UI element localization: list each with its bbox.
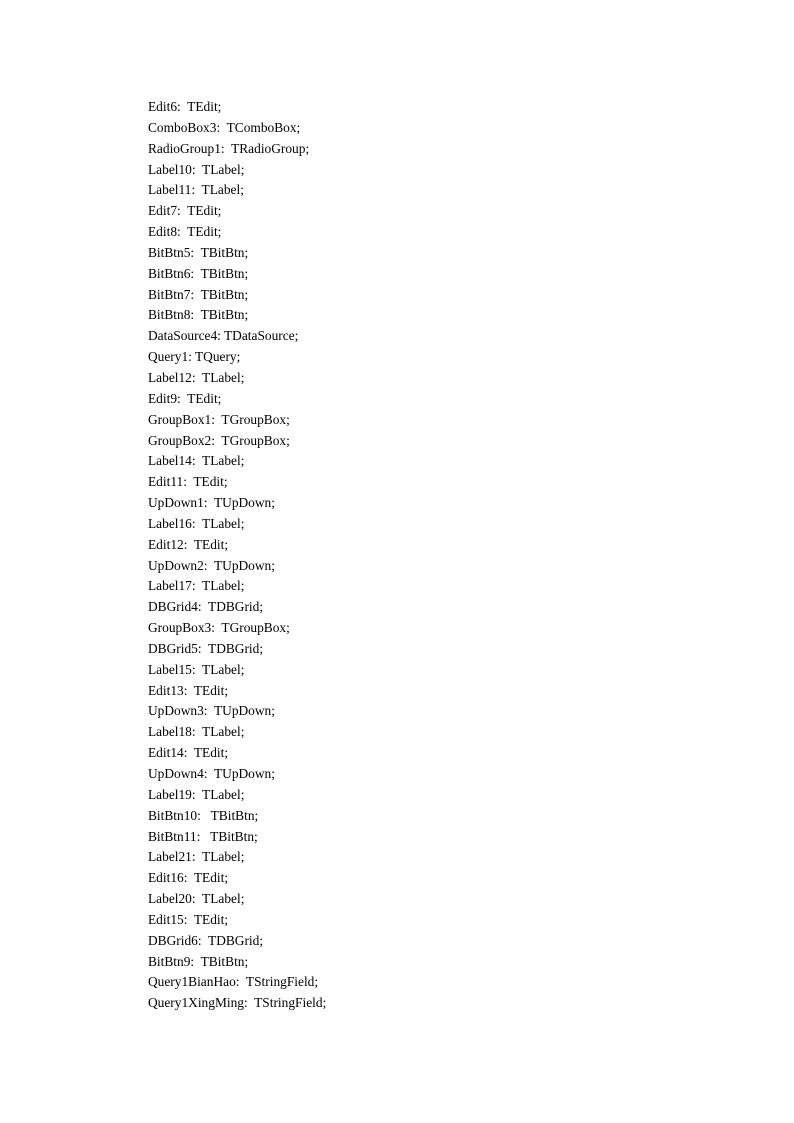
declaration-line: UpDown1: TUpDown;	[148, 495, 275, 511]
declaration-line: ComboBox3: TComboBox;	[148, 119, 301, 135]
declaration-line: Edit16: TEdit;	[148, 870, 229, 886]
declaration-line: DataSource4: TDataSource;	[148, 328, 299, 344]
declaration-line: BitBtn11: TBitBtn;	[148, 828, 258, 844]
declaration-line: GroupBox1: TGroupBox;	[148, 411, 290, 427]
declaration-line: Label19: TLabel;	[148, 786, 245, 802]
declaration-line: Label18: TLabel;	[148, 724, 245, 740]
declaration-line: Query1XingMing: TStringField;	[148, 995, 327, 1011]
declaration-line: Edit7: TEdit;	[148, 203, 222, 219]
declaration-line: DBGrid5: TDBGrid;	[148, 640, 264, 656]
declaration-line: DBGrid4: TDBGrid;	[148, 599, 264, 615]
declaration-line: Edit13: TEdit;	[148, 682, 229, 698]
declaration-line: Label14: TLabel;	[148, 453, 245, 469]
declaration-line: Query1BianHao: TStringField;	[148, 974, 319, 990]
declaration-line: Label16: TLabel;	[148, 515, 245, 531]
declaration-line: Edit6: TEdit;	[148, 99, 222, 114]
declaration-line: Edit9: TEdit;	[148, 390, 222, 406]
declaration-line: Edit11: TEdit;	[148, 474, 228, 490]
declaration-line: RadioGroup1: TRadioGroup;	[148, 140, 310, 156]
declaration-line: Edit15: TEdit;	[148, 911, 229, 927]
declaration-line: Edit14: TEdit;	[148, 745, 229, 761]
declaration-line: Label15: TLabel;	[148, 661, 245, 677]
declaration-line: GroupBox3: TGroupBox;	[148, 620, 290, 636]
declaration-line: UpDown3: TUpDown;	[148, 703, 275, 719]
declaration-line: Label17: TLabel;	[148, 578, 245, 594]
declaration-line: BitBtn9: TBitBtn;	[148, 953, 249, 969]
declaration-line: BitBtn5: TBitBtn;	[148, 244, 249, 260]
declaration-line: Label11: TLabel;	[148, 182, 244, 198]
declaration-line: GroupBox2: TGroupBox;	[148, 432, 290, 448]
declaration-line: UpDown2: TUpDown;	[148, 557, 275, 573]
declaration-line: Edit12: TEdit;	[148, 536, 229, 552]
declaration-line: DBGrid6: TDBGrid;	[148, 932, 264, 948]
declaration-line: Edit8: TEdit;	[148, 224, 222, 240]
declaration-line: BitBtn8: TBitBtn;	[148, 307, 249, 323]
declaration-line: BitBtn10: TBitBtn;	[148, 807, 259, 823]
declaration-line: BitBtn6: TBitBtn;	[148, 265, 249, 281]
declaration-line: Label20: TLabel;	[148, 891, 245, 907]
declaration-line: Label12: TLabel;	[148, 369, 245, 385]
declaration-list	[148, 97, 326, 1014]
declaration-line: Label21: TLabel;	[148, 849, 245, 865]
declaration-line: BitBtn7: TBitBtn;	[148, 286, 249, 302]
declaration-line: UpDown4: TUpDown;	[148, 766, 275, 781]
declaration-line: Label10: TLabel;	[148, 161, 245, 177]
declaration-line: Query1: TQuery;	[148, 349, 241, 365]
